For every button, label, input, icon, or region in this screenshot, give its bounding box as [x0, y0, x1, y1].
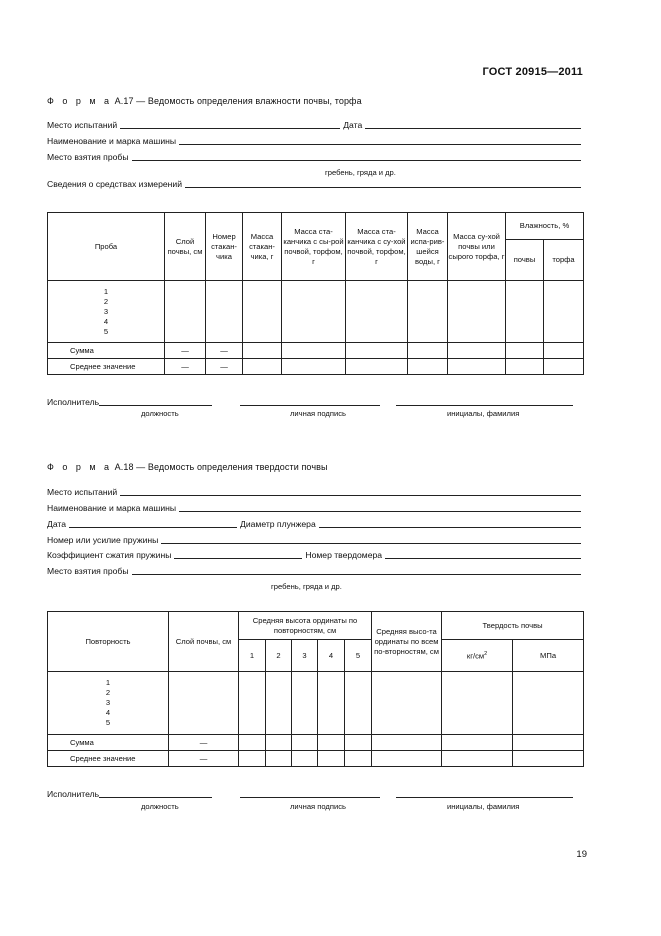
- form17-executor-label: Исполнитель: [47, 397, 100, 407]
- form18-sample-line: [47, 565, 584, 576]
- table-cell[interactable]: [448, 343, 506, 359]
- form17-header-evap: Масса испа-рив-шейся воды, г: [408, 213, 448, 281]
- form18-plunger-label: Диаметр плунжера: [240, 519, 316, 529]
- table-cell[interactable]: [408, 359, 448, 375]
- form17-title-text: А.17 — Ведомость определения влажности почвы, торфа: [112, 96, 362, 106]
- sample-5: 5: [105, 718, 111, 727]
- table-cell[interactable]: [442, 735, 513, 751]
- table-cell[interactable]: [318, 735, 345, 751]
- form18-table: [47, 611, 584, 767]
- form18-position-caption: должность: [141, 802, 179, 811]
- form17-instruments-line: [47, 178, 584, 189]
- form18-machine-field[interactable]: [179, 502, 581, 512]
- dash: —: [206, 343, 243, 359]
- form18-signature-line: [47, 788, 573, 799]
- table-cell[interactable]: [243, 343, 282, 359]
- form18-machine-line: [47, 502, 584, 513]
- form18-header-hardness: Твердость почвы: [442, 612, 584, 640]
- form18-repeat-col-1: 1: [239, 640, 266, 672]
- sample-2: 2: [103, 296, 109, 306]
- form17-avg-label: Среднее значение: [48, 359, 165, 375]
- form18-sample-caption: гребень, гряда и др.: [271, 582, 342, 591]
- form17-position-caption: должность: [141, 409, 179, 418]
- form17-instruments-label: Сведения о средствах измерений: [47, 179, 182, 189]
- table-cell[interactable]: [346, 281, 408, 343]
- form17-table: [47, 212, 584, 375]
- form17-position-field[interactable]: [99, 396, 212, 406]
- form17-header-cup-mass: Масса стакан-чика, г: [243, 213, 282, 281]
- form17-machine-label: Наименование и марка машины: [47, 136, 177, 146]
- form18-place-line: [47, 486, 584, 497]
- form18-name-field[interactable]: [396, 788, 573, 798]
- form18-signature-caption: личная подпись: [290, 802, 346, 811]
- sample-1: 1: [103, 286, 109, 296]
- form17-machine-field[interactable]: [179, 135, 581, 145]
- form17-header-mass-dry: Масса ста-канчика с су-хой почвой, торфом, г: [346, 213, 408, 281]
- form17-place-label: Место испытаний: [47, 120, 118, 130]
- form18-repeat-col-2: 2: [266, 640, 292, 672]
- form18-place-label: Место испытаний: [47, 487, 118, 497]
- form17-name-caption: инициалы, фамилия: [447, 409, 520, 418]
- table-cell[interactable]: [206, 281, 243, 343]
- form18-executor-label: Исполнитель: [47, 789, 100, 799]
- form18-coef-line: [47, 549, 584, 560]
- kgcm-unit: кг/см: [466, 651, 485, 661]
- form18-header-layer: Слой почвы, см: [169, 612, 239, 672]
- table-cell[interactable]: [318, 751, 345, 767]
- form17-header-humidity: Влажность, %: [506, 213, 584, 240]
- table-cell[interactable]: [282, 359, 346, 375]
- dash: —: [165, 343, 206, 359]
- table-cell[interactable]: [266, 751, 292, 767]
- form18-avg-label: Среднее значение: [48, 751, 169, 767]
- table-cell[interactable]: [243, 359, 282, 375]
- table-cell[interactable]: [544, 359, 584, 375]
- table-cell[interactable]: [372, 735, 442, 751]
- form18-name-caption: инициалы, фамилия: [447, 802, 520, 811]
- dash: —: [165, 359, 206, 375]
- form17-header-peat: торфа: [544, 240, 584, 281]
- form18-sum-label: Сумма: [48, 735, 169, 751]
- table-cell[interactable]: [345, 751, 372, 767]
- form18-coef-label: Коэффициент сжатия пружины: [47, 550, 172, 560]
- form17-signature-line: [47, 396, 573, 407]
- table-cell[interactable]: [243, 281, 282, 343]
- form18-plunger-field[interactable]: [319, 518, 581, 528]
- page-number: 19: [576, 849, 587, 860]
- form17-date-label: Дата: [343, 120, 363, 130]
- form17-title-word: Ф о р м а: [47, 96, 113, 106]
- form17-machine-line: [47, 135, 584, 146]
- sample-4: 4: [105, 708, 111, 717]
- form18-repeat-col-5: 5: [345, 640, 372, 672]
- form18-coef-field[interactable]: [174, 549, 302, 559]
- form17-header-dry-mass: Масса су-хой почвы или сырого торфа, г: [448, 213, 506, 281]
- table-cell[interactable]: [239, 751, 266, 767]
- form18-date-field[interactable]: [69, 518, 237, 528]
- form18-date-line: [47, 518, 584, 529]
- form18-repeat-col-4: 4: [318, 640, 345, 672]
- table-cell[interactable]: [408, 281, 448, 343]
- table-cell[interactable]: [266, 672, 292, 735]
- sample-3: 3: [103, 306, 109, 316]
- form17-sample-line: [47, 151, 584, 162]
- form18-spring-field[interactable]: [161, 534, 581, 544]
- table-cell[interactable]: [448, 281, 506, 343]
- form17-header-layer: Слой почвы, см: [165, 213, 206, 281]
- document-code: ГОСТ 20915—2011: [482, 66, 583, 78]
- form17-sum-label: Сумма: [48, 343, 165, 359]
- table-cell[interactable]: [442, 672, 513, 735]
- table-cell[interactable]: [513, 735, 584, 751]
- form18-header-avg-all: Средняя высо-та ординаты по всем по-вторностям, см: [372, 612, 442, 672]
- form17-header-sample: Проба: [48, 213, 165, 281]
- table-cell[interactable]: [506, 343, 544, 359]
- form17-instruments-field[interactable]: [185, 178, 581, 188]
- form17-sample-label: Место взятия пробы: [47, 152, 129, 162]
- table-cell[interactable]: [442, 751, 513, 767]
- form18-machine-label: Наименование и марка машины: [47, 503, 177, 513]
- dash: —: [206, 359, 243, 375]
- form17-signature-field[interactable]: [240, 396, 380, 406]
- table-cell[interactable]: [372, 672, 442, 735]
- table-cell[interactable]: [544, 281, 584, 343]
- sample-4: 4: [103, 316, 109, 326]
- table-cell[interactable]: [544, 343, 584, 359]
- table-cell[interactable]: [513, 751, 584, 767]
- form18-place-field[interactable]: [120, 486, 581, 496]
- form18-position-field[interactable]: [99, 788, 212, 798]
- dash: —: [169, 751, 239, 767]
- form18-sample-numbers: [48, 672, 169, 735]
- table-cell[interactable]: [239, 672, 266, 735]
- form18-spring-line: [47, 534, 584, 545]
- table-cell[interactable]: [408, 343, 448, 359]
- form18-sample-label: Место взятия пробы: [47, 566, 129, 576]
- form17-sample-numbers: [48, 281, 165, 343]
- sample-1: 1: [105, 678, 111, 687]
- table-cell[interactable]: [169, 672, 239, 735]
- table-cell[interactable]: [239, 735, 266, 751]
- form17-sample-caption: гребень, гряда и др.: [325, 168, 396, 177]
- table-cell[interactable]: [506, 359, 544, 375]
- form18-title: [47, 462, 328, 472]
- table-cell[interactable]: [346, 359, 408, 375]
- form17-signature-caption: личная подпись: [290, 409, 346, 418]
- table-cell[interactable]: [506, 281, 544, 343]
- sample-2: 2: [105, 688, 111, 697]
- form18-title-word: Ф о р м а: [47, 462, 113, 472]
- form18-sample-field[interactable]: [132, 565, 582, 575]
- form18-date-label: Дата: [47, 519, 67, 529]
- table-cell[interactable]: [292, 751, 318, 767]
- table-cell[interactable]: [266, 735, 292, 751]
- form18-meter-label: Номер твердомера: [305, 550, 383, 560]
- table-cell[interactable]: [292, 672, 318, 735]
- table-cell[interactable]: [345, 735, 372, 751]
- table-cell[interactable]: [345, 672, 372, 735]
- table-cell[interactable]: [346, 343, 408, 359]
- form18-header-kgcm: [442, 640, 513, 672]
- form17-title: [47, 96, 362, 106]
- table-cell[interactable]: [282, 281, 346, 343]
- sample-5: 5: [103, 326, 109, 336]
- table-cell[interactable]: [448, 359, 506, 375]
- form17-header-mass-raw: Масса ста-канчика с сы-рой почвой, торфом, г: [282, 213, 346, 281]
- form17-place-line: [47, 119, 584, 130]
- table-cell[interactable]: [292, 735, 318, 751]
- table-cell[interactable]: [372, 751, 442, 767]
- form18-header-avg-height: Средняя высота ординаты по повторностям, см: [239, 612, 372, 640]
- form18-spring-label: Номер или усилие пружины: [47, 535, 159, 545]
- form18-meter-field[interactable]: [385, 549, 581, 559]
- table-cell[interactable]: [165, 281, 206, 343]
- dash: —: [169, 735, 239, 751]
- form18-signature-field[interactable]: [240, 788, 380, 798]
- form18-repeat-col-3: 3: [292, 640, 318, 672]
- form18-header-mpa: МПа: [513, 640, 584, 672]
- kgcm-sup: 2: [484, 651, 488, 658]
- sample-3: 3: [105, 698, 111, 707]
- form17-place-field[interactable]: [120, 119, 340, 129]
- table-cell[interactable]: [282, 343, 346, 359]
- form17-header-cup-no: Номер стакан-чика: [206, 213, 243, 281]
- form18-title-text: А.18 — Ведомость определения твердости почвы: [112, 462, 328, 472]
- form17-date-field[interactable]: [365, 119, 581, 129]
- table-cell[interactable]: [513, 672, 584, 735]
- form18-header-repeat: Повторность: [48, 612, 169, 672]
- form17-sample-field[interactable]: [132, 151, 582, 161]
- table-cell[interactable]: [318, 672, 345, 735]
- form17-name-field[interactable]: [396, 396, 573, 406]
- form17-header-soil: почвы: [506, 240, 544, 281]
